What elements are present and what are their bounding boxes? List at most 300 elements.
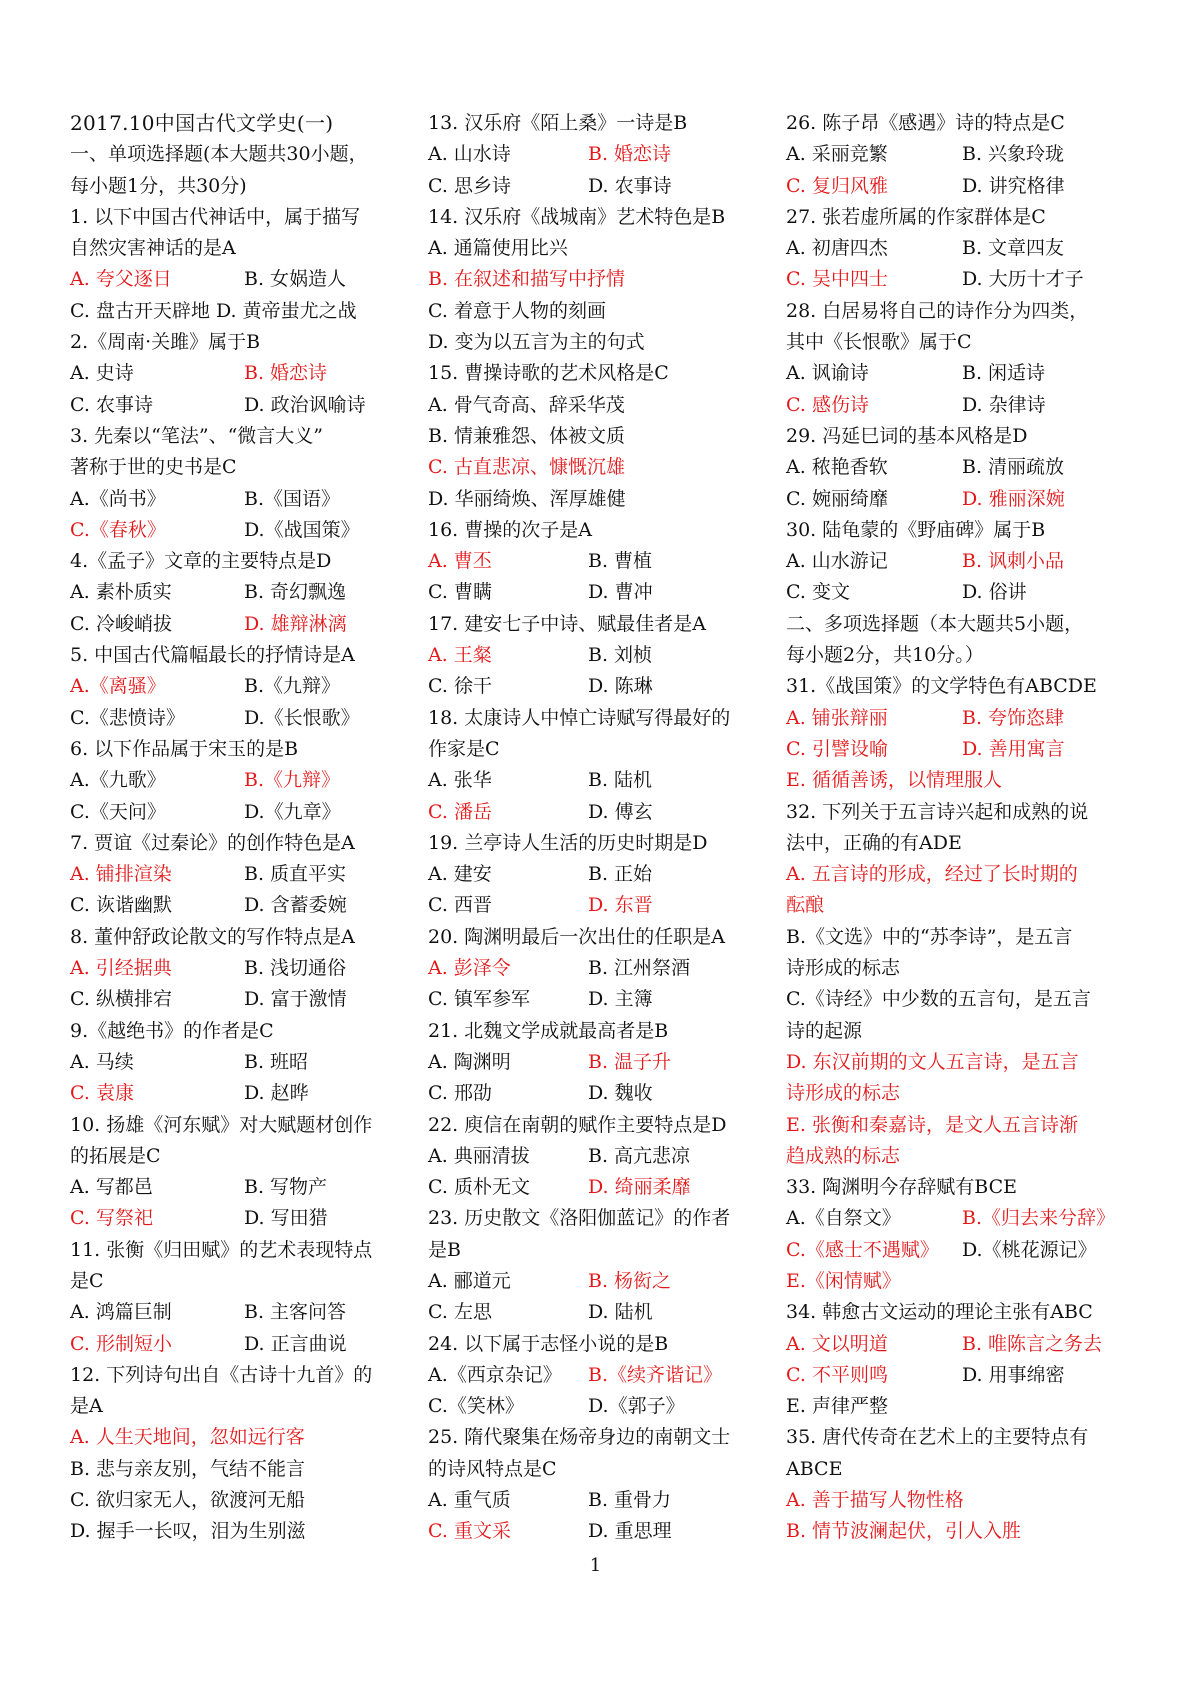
text-line: [786, 139, 1121, 170]
answer-option: A. 铺张辩丽: [786, 706, 888, 729]
text-segment: B. 情兼雅怨、体被文质: [428, 424, 626, 447]
answer-option: D. 雄辩淋漓: [244, 612, 347, 635]
text-line: [786, 1172, 1121, 1203]
answer-option: C. 镇军参军: [428, 988, 530, 1011]
answer-option: C.《感士不遇赋》: [786, 1238, 939, 1261]
text-line: [70, 390, 405, 421]
answer-option: A.《西京杂记》: [428, 1363, 562, 1386]
text-line: [70, 1141, 405, 1172]
answer-option: A.《尚书》: [70, 487, 166, 510]
text-segment: 15. 曹操诗歌的艺术风格是C: [428, 362, 669, 385]
text-line: [428, 640, 763, 671]
answer-option: D. 写田猎: [244, 1207, 328, 1230]
text-line: [428, 1172, 763, 1203]
text-segment: 每小题2分，共10分。）: [786, 644, 984, 667]
text-segment: A. 通篇使用比兴: [428, 237, 568, 260]
text-segment: C. 盘古开天辟地 D. 黄帝蚩尤之战: [70, 299, 357, 322]
text-line: [428, 421, 763, 452]
answer-option: D. 农事诗: [588, 174, 672, 197]
text-line: [786, 1297, 1121, 1328]
text-line: [70, 828, 405, 859]
text-segment: 21. 北魏文学成就最高者是B: [428, 1019, 669, 1042]
text-line: [428, 264, 763, 295]
text-line: [428, 1297, 763, 1328]
text-line: [786, 108, 1121, 139]
text-line: [786, 1235, 1121, 1266]
text-line: [70, 1422, 405, 1453]
text-line: [786, 1047, 1121, 1078]
answer-option: C. 形制短小: [70, 1332, 172, 1355]
answer-option: D. 政治讽喻诗: [244, 393, 366, 416]
text-segment: 二、多项选择题（本大题共5小题，: [786, 612, 1084, 635]
answer-option: D.《九章》: [244, 800, 341, 823]
text-segment: 26. 陈子昂《感遇》诗的特点是C: [786, 112, 1065, 134]
answer-option: A. 陶渊明: [428, 1050, 511, 1073]
text-line: [428, 515, 763, 546]
answer-option: C. 写祭祀: [70, 1207, 153, 1230]
answer-option: D.《郭子》: [588, 1395, 685, 1418]
answer-option: D. 傅玄: [588, 800, 653, 823]
answer-option: C. 质朴无文: [428, 1176, 530, 1199]
text-segment: 34. 韩愈古文运动的理论主张有ABC: [786, 1301, 1093, 1324]
answer-option: D. 曹冲: [588, 581, 653, 604]
answer-option: B. 兴象玲珑: [962, 143, 1065, 166]
answer-option: B. 班昭: [244, 1050, 309, 1073]
text-segment: 31.《战国策》的文学特色有ABCDE: [786, 675, 1097, 698]
text-line: [786, 421, 1121, 452]
column-right: [786, 108, 1121, 1548]
text-line: [428, 984, 763, 1015]
text-line: [786, 984, 1121, 1015]
text-line: [786, 327, 1121, 358]
answer-option: A. 张华: [428, 769, 492, 792]
text-segment: 是B: [428, 1238, 461, 1261]
text-line: [428, 1047, 763, 1078]
answer-option: A. 彭泽令: [428, 957, 511, 980]
text-line: [70, 1266, 405, 1297]
text-line: [428, 859, 763, 890]
text-line: [70, 1297, 405, 1328]
text-line: [70, 703, 405, 734]
text-line: [70, 1454, 405, 1485]
answer-option: D. 讲究格律: [962, 174, 1065, 197]
text-line: [786, 859, 1121, 890]
answer-option: A. 重气质: [428, 1489, 511, 1512]
text-line: [786, 484, 1121, 515]
text-segment: 35. 唐代传奇在艺术上的主要特点有: [786, 1426, 1089, 1449]
answer-option: B. 文章四友: [962, 237, 1065, 260]
text-segment: A. 五言诗的形成，经过了长时期的: [786, 863, 1078, 886]
answer-option: A. 写都邑: [70, 1176, 153, 1199]
text-segment: 著称于世的史书是C: [70, 456, 237, 479]
text-line: [70, 1329, 405, 1360]
text-line: [428, 1516, 763, 1547]
answer-option: C. 吴中四士: [786, 268, 888, 291]
text-segment: 3. 先秦以“笔法”、“微言大义”: [70, 424, 324, 447]
text-segment: E. 循循善诱，以情理服人: [786, 769, 1002, 792]
text-line: [428, 1266, 763, 1297]
text-segment: 23. 历史散文《洛阳伽蓝记》的作者: [428, 1207, 731, 1230]
answer-option: A. 文以明道: [786, 1332, 888, 1355]
text-segment: 33. 陶渊明今存辞赋有BCE: [786, 1176, 1017, 1199]
answer-option: A. 引经据典: [70, 957, 172, 980]
text-segment: A. 骨气奇高、辞采华茂: [428, 393, 625, 416]
answer-option: A.《离骚》: [70, 675, 166, 698]
answer-option: B. 刘桢: [588, 644, 653, 667]
answer-option: A. 山水诗: [428, 143, 511, 166]
text-line: [70, 515, 405, 546]
text-segment: 29. 冯延巳词的基本风格是D: [786, 424, 1028, 447]
text-line: [428, 202, 763, 233]
text-line: [786, 1454, 1121, 1485]
text-line: [786, 765, 1121, 796]
text-line: [428, 1203, 763, 1234]
text-line: [70, 765, 405, 796]
answer-option: A. 山水游记: [786, 550, 888, 573]
text-line: [70, 202, 405, 233]
answer-option: B. 闲适诗: [962, 362, 1046, 385]
text-line: [428, 358, 763, 389]
answer-option: A. 曹丕: [428, 550, 492, 573]
text-line: [786, 1110, 1121, 1141]
answer-option: B.《续齐谐记》: [588, 1363, 723, 1386]
answer-option: B. 奇幻飘逸: [244, 581, 347, 604]
text-segment: 诗的起源: [786, 1019, 863, 1042]
text-line: [70, 546, 405, 577]
text-line: [786, 1360, 1121, 1391]
text-line: [70, 577, 405, 608]
text-line: [428, 1391, 763, 1422]
answer-option: C.《春秋》: [70, 518, 166, 541]
answer-option: C. 潘岳: [428, 800, 492, 823]
text-segment: E. 张衡和秦嘉诗，是文人五言诗渐: [786, 1113, 1078, 1136]
answer-option: D. 重思理: [588, 1520, 672, 1543]
text-segment: 10. 扬雄《河东赋》对大赋题材创作: [70, 1113, 373, 1136]
answer-option: A.《九歌》: [70, 769, 166, 792]
text-segment: A. 人生天地间，忽如远行客: [70, 1426, 305, 1449]
text-line: [786, 1203, 1121, 1234]
answer-option: C. 曹瞒: [428, 581, 492, 604]
text-line: [786, 1485, 1121, 1516]
text-line: [428, 765, 763, 796]
answer-option: A. 建安: [428, 863, 492, 886]
text-line: [70, 1516, 405, 1547]
text-segment: 18. 太康诗人中悼亡诗赋写得最好的: [428, 706, 731, 729]
text-line: [786, 452, 1121, 483]
answer-option: A. 郦道元: [428, 1269, 511, 1292]
page-number: 1: [589, 1555, 602, 1576]
answer-option: D. 用事绵密: [962, 1363, 1065, 1386]
text-line: [786, 1329, 1121, 1360]
text-segment: A. 善于描写人物性格: [786, 1489, 964, 1512]
text-line: [70, 1203, 405, 1234]
answer-option: A. 铺排渲染: [70, 863, 172, 886]
answer-option: A.《自祭文》: [786, 1207, 901, 1230]
text-segment: 的诗风特点是C: [428, 1457, 557, 1480]
text-line: [70, 1016, 405, 1047]
answer-option: D. 东晋: [588, 894, 653, 917]
text-line: [70, 421, 405, 452]
answer-option: A. 马续: [70, 1050, 134, 1073]
text-line: [428, 797, 763, 828]
text-line: [428, 703, 763, 734]
text-line: [786, 296, 1121, 327]
answer-option: C. 左思: [428, 1301, 492, 1324]
answer-option: A. 典丽清拔: [428, 1144, 530, 1167]
text-segment: B. 情节波澜起伏，引人入胜: [786, 1520, 1022, 1543]
text-line: [428, 922, 763, 953]
text-line: [70, 1485, 405, 1516]
text-line: [428, 139, 763, 170]
answer-option: D.《桃花源记》: [962, 1238, 1097, 1261]
text-line: [428, 953, 763, 984]
text-line: [428, 327, 763, 358]
answer-option: B. 正始: [588, 863, 653, 886]
text-line: [428, 296, 763, 327]
text-segment: 20. 陶渊明最后一次出仕的任职是A: [428, 925, 725, 948]
text-segment: 7. 贾谊《过秦论》的创作特色是A: [70, 831, 355, 854]
text-line: [70, 609, 405, 640]
text-line: [786, 609, 1121, 640]
text-line: [70, 1110, 405, 1141]
text-segment: 6. 以下作品属于宋玉的是B: [70, 737, 299, 760]
answer-option: B. 女娲造人: [244, 268, 347, 291]
text-segment: 24. 以下属于志怪小说的是B: [428, 1332, 669, 1355]
text-segment: 16. 曹操的次子是A: [428, 518, 592, 541]
answer-option: B. 夸饰恣肆: [962, 706, 1065, 729]
answer-option: D. 赵晔: [244, 1082, 309, 1105]
answer-option: B. 重骨力: [588, 1489, 672, 1512]
text-line: [428, 108, 763, 139]
text-segment: 一、单项选择题(本大题共30小题，: [70, 143, 368, 166]
text-segment: 32. 下列关于五言诗兴起和成熟的说: [786, 800, 1089, 823]
text-segment: C. 欲归家无人，欲渡河无船: [70, 1489, 305, 1512]
answer-option: D.《战国策》: [244, 518, 360, 541]
text-line: [70, 1235, 405, 1266]
answer-option: A. 讽谕诗: [786, 362, 869, 385]
text-segment: B. 悲与亲友别，气结不能言: [70, 1457, 306, 1480]
text-line: [428, 1016, 763, 1047]
text-segment: 22. 庾信在南朝的赋作主要特点是D: [428, 1113, 727, 1136]
text-line: [70, 358, 405, 389]
answer-option: D. 陆机: [588, 1301, 653, 1324]
answer-option: B. 浅切通俗: [244, 957, 347, 980]
answer-option: C. 冷峻峭拔: [70, 612, 172, 635]
text-line: [786, 515, 1121, 546]
answer-option: D. 富于激情: [244, 988, 347, 1011]
text-segment: 其中《长恨歌》属于C: [786, 331, 972, 354]
text-segment: 5. 中国古代篇幅最长的抒情诗是A: [70, 644, 355, 667]
answer-option: C. 感伤诗: [786, 393, 869, 416]
text-line: [428, 1329, 763, 1360]
text-line: [428, 171, 763, 202]
text-segment: B.《文选》中的“苏李诗”，是五言: [786, 925, 1073, 948]
answer-option: C.《悲愤诗》: [70, 706, 185, 729]
text-segment: 30. 陆龟蒙的《野庙碑》属于B: [786, 518, 1046, 541]
answer-option: C. 变文: [786, 581, 850, 604]
answer-option: B. 婚恋诗: [244, 362, 328, 385]
answer-option: C. 诙谐幽默: [70, 894, 172, 917]
text-line: [786, 797, 1121, 828]
answer-option: D. 绮丽柔靡: [588, 1176, 691, 1199]
answer-option: D. 正言曲说: [244, 1332, 347, 1355]
text-line: [428, 1078, 763, 1109]
text-line: [786, 953, 1121, 984]
text-line: [786, 202, 1121, 233]
answer-option: C. 农事诗: [70, 393, 153, 416]
text-segment: 是C: [70, 1269, 104, 1292]
text-line: [428, 546, 763, 577]
text-line: [786, 1016, 1121, 1047]
answer-option: C. 徐干: [428, 675, 492, 698]
answer-option: B.《国语》: [244, 487, 341, 510]
answer-option: A. 采丽竞繁: [786, 143, 888, 166]
answer-option: B. 写物产: [244, 1176, 328, 1199]
text-line: [70, 233, 405, 264]
text-line: [70, 484, 405, 515]
answer-option: B. 唯陈言之务去: [962, 1332, 1103, 1355]
answer-option: A. 史诗: [70, 362, 134, 385]
text-line: [786, 703, 1121, 734]
text-segment: 27. 张若虚所属的作家群体是C: [786, 205, 1046, 228]
text-line: [428, 890, 763, 921]
answer-option: B. 清丽疏放: [962, 456, 1065, 479]
text-line: [70, 1172, 405, 1203]
text-line: [786, 1266, 1121, 1297]
answer-option: B. 质直平实: [244, 863, 347, 886]
text-line: [70, 1078, 405, 1109]
text-segment: D. 东汉前期的文人五言诗，是五言: [786, 1050, 1079, 1073]
answer-option: B.《九辩》: [244, 769, 341, 792]
text-line: [786, 1141, 1121, 1172]
text-line: [786, 890, 1121, 921]
text-line: [70, 171, 405, 202]
text-line: [428, 1235, 763, 1266]
page-title: 2017.10中国古代文学史(一): [70, 111, 334, 135]
text-segment: 2.《周南·关雎》属于B: [70, 331, 261, 354]
answer-option: C. 袁康: [70, 1082, 134, 1105]
text-segment: ABCE: [786, 1457, 843, 1480]
answer-option: A. 王粲: [428, 644, 492, 667]
text-line: [786, 171, 1121, 202]
text-segment: 28. 白居易将自己的诗作分为四类，: [786, 299, 1089, 322]
text-line: [786, 671, 1121, 702]
answer-option: B. 杨衒之: [588, 1269, 672, 1292]
text-segment: B. 在叙述和描写中抒情: [428, 268, 626, 291]
text-line: [70, 859, 405, 890]
text-line: [70, 984, 405, 1015]
text-line: [428, 828, 763, 859]
answer-option: B.《九辩》: [244, 675, 341, 698]
text-segment: 诗形成的标志: [786, 957, 901, 980]
text-line: [428, 1360, 763, 1391]
answer-option: D. 善用寓言: [962, 737, 1065, 760]
answer-option: B. 江州祭酒: [588, 957, 691, 980]
answer-option: A. 秾艳香软: [786, 456, 888, 479]
text-line: [786, 828, 1121, 859]
text-segment: E.《闲情赋》: [786, 1269, 901, 1292]
text-segment: 9.《越绝书》的作者是C: [70, 1019, 274, 1042]
text-line: [428, 734, 763, 765]
answer-option: C. 邢劭: [428, 1082, 492, 1105]
text-segment: 14. 汉乐府《战城南》艺术特色是B: [428, 205, 726, 228]
text-line: [70, 452, 405, 483]
text-segment: 每小题1分，共30分): [70, 174, 247, 197]
answer-option: B. 陆机: [588, 769, 653, 792]
text-segment: 作家是C: [428, 737, 500, 760]
text-line: [70, 264, 405, 295]
answer-option: A. 初唐四杰: [786, 237, 888, 260]
text-line: [786, 922, 1121, 953]
answer-option: B. 温子升: [588, 1050, 672, 1073]
text-segment: 17. 建安七子中诗、赋最佳者是A: [428, 612, 706, 635]
answer-option: D. 主簿: [588, 988, 653, 1011]
text-line: [70, 139, 405, 170]
text-segment: C. 着意于人物的刻画: [428, 299, 606, 322]
text-line: [70, 953, 405, 984]
text-line: [428, 484, 763, 515]
answer-option: B. 高亢悲凉: [588, 1144, 691, 1167]
text-line: [428, 390, 763, 421]
answer-option: C. 婉丽绮靡: [786, 487, 888, 510]
answer-option: C. 西晋: [428, 894, 492, 917]
text-segment: 诗形成的标志: [786, 1082, 901, 1105]
text-line: [70, 1360, 405, 1391]
text-segment: 11. 张衡《归田赋》的艺术表现特点: [70, 1238, 373, 1261]
text-segment: D. 华丽绮焕、浑厚雄健: [428, 487, 626, 510]
text-segment: 4.《孟子》文章的主要特点是D: [70, 550, 332, 573]
text-line: [70, 327, 405, 358]
answer-option: D. 俗讲: [962, 581, 1027, 604]
text-line: [70, 734, 405, 765]
text-line: [428, 671, 763, 702]
text-line: [428, 577, 763, 608]
text-segment: C.《诗经》中少数的五言句，是五言: [786, 988, 1091, 1011]
text-line: [786, 1391, 1121, 1422]
text-line: [428, 1454, 763, 1485]
text-line: [428, 452, 763, 483]
text-line: [428, 233, 763, 264]
answer-option: C.《笑林》: [428, 1395, 524, 1418]
answer-option: C. 思乡诗: [428, 174, 511, 197]
answer-option: D. 陈琳: [588, 675, 653, 698]
answer-option: D. 大历十才子: [962, 268, 1084, 291]
text-line: [786, 1078, 1121, 1109]
column-middle: [428, 108, 763, 1548]
text-segment: 是A: [70, 1395, 103, 1418]
text-segment: 1. 以下中国古代神话中，属于描写: [70, 205, 361, 228]
text-segment: E. 声律严整: [786, 1395, 888, 1418]
answer-option: A. 夸父逐日: [70, 268, 172, 291]
text-line: [428, 1485, 763, 1516]
text-line: [428, 1141, 763, 1172]
text-line: [786, 734, 1121, 765]
answer-option: C. 引譬设喻: [786, 737, 888, 760]
text-line: [428, 1422, 763, 1453]
text-line: [70, 1391, 405, 1422]
text-line: [786, 1516, 1121, 1547]
text-segment: 13. 汉乐府《陌上桑》一诗是B: [428, 112, 688, 134]
text-line: [70, 1047, 405, 1078]
text-segment: 酝酿: [786, 894, 825, 917]
text-segment: 19. 兰亭诗人生活的历史时期是D: [428, 831, 708, 854]
text-line: [70, 922, 405, 953]
text-segment: D. 握手一长叹，泪为生别滋: [70, 1520, 306, 1543]
answer-option: D. 杂律诗: [962, 393, 1046, 416]
answer-option: B. 主客问答: [244, 1301, 347, 1324]
answer-option: B.《归去来兮辞》: [962, 1207, 1116, 1230]
text-line: [786, 358, 1121, 389]
